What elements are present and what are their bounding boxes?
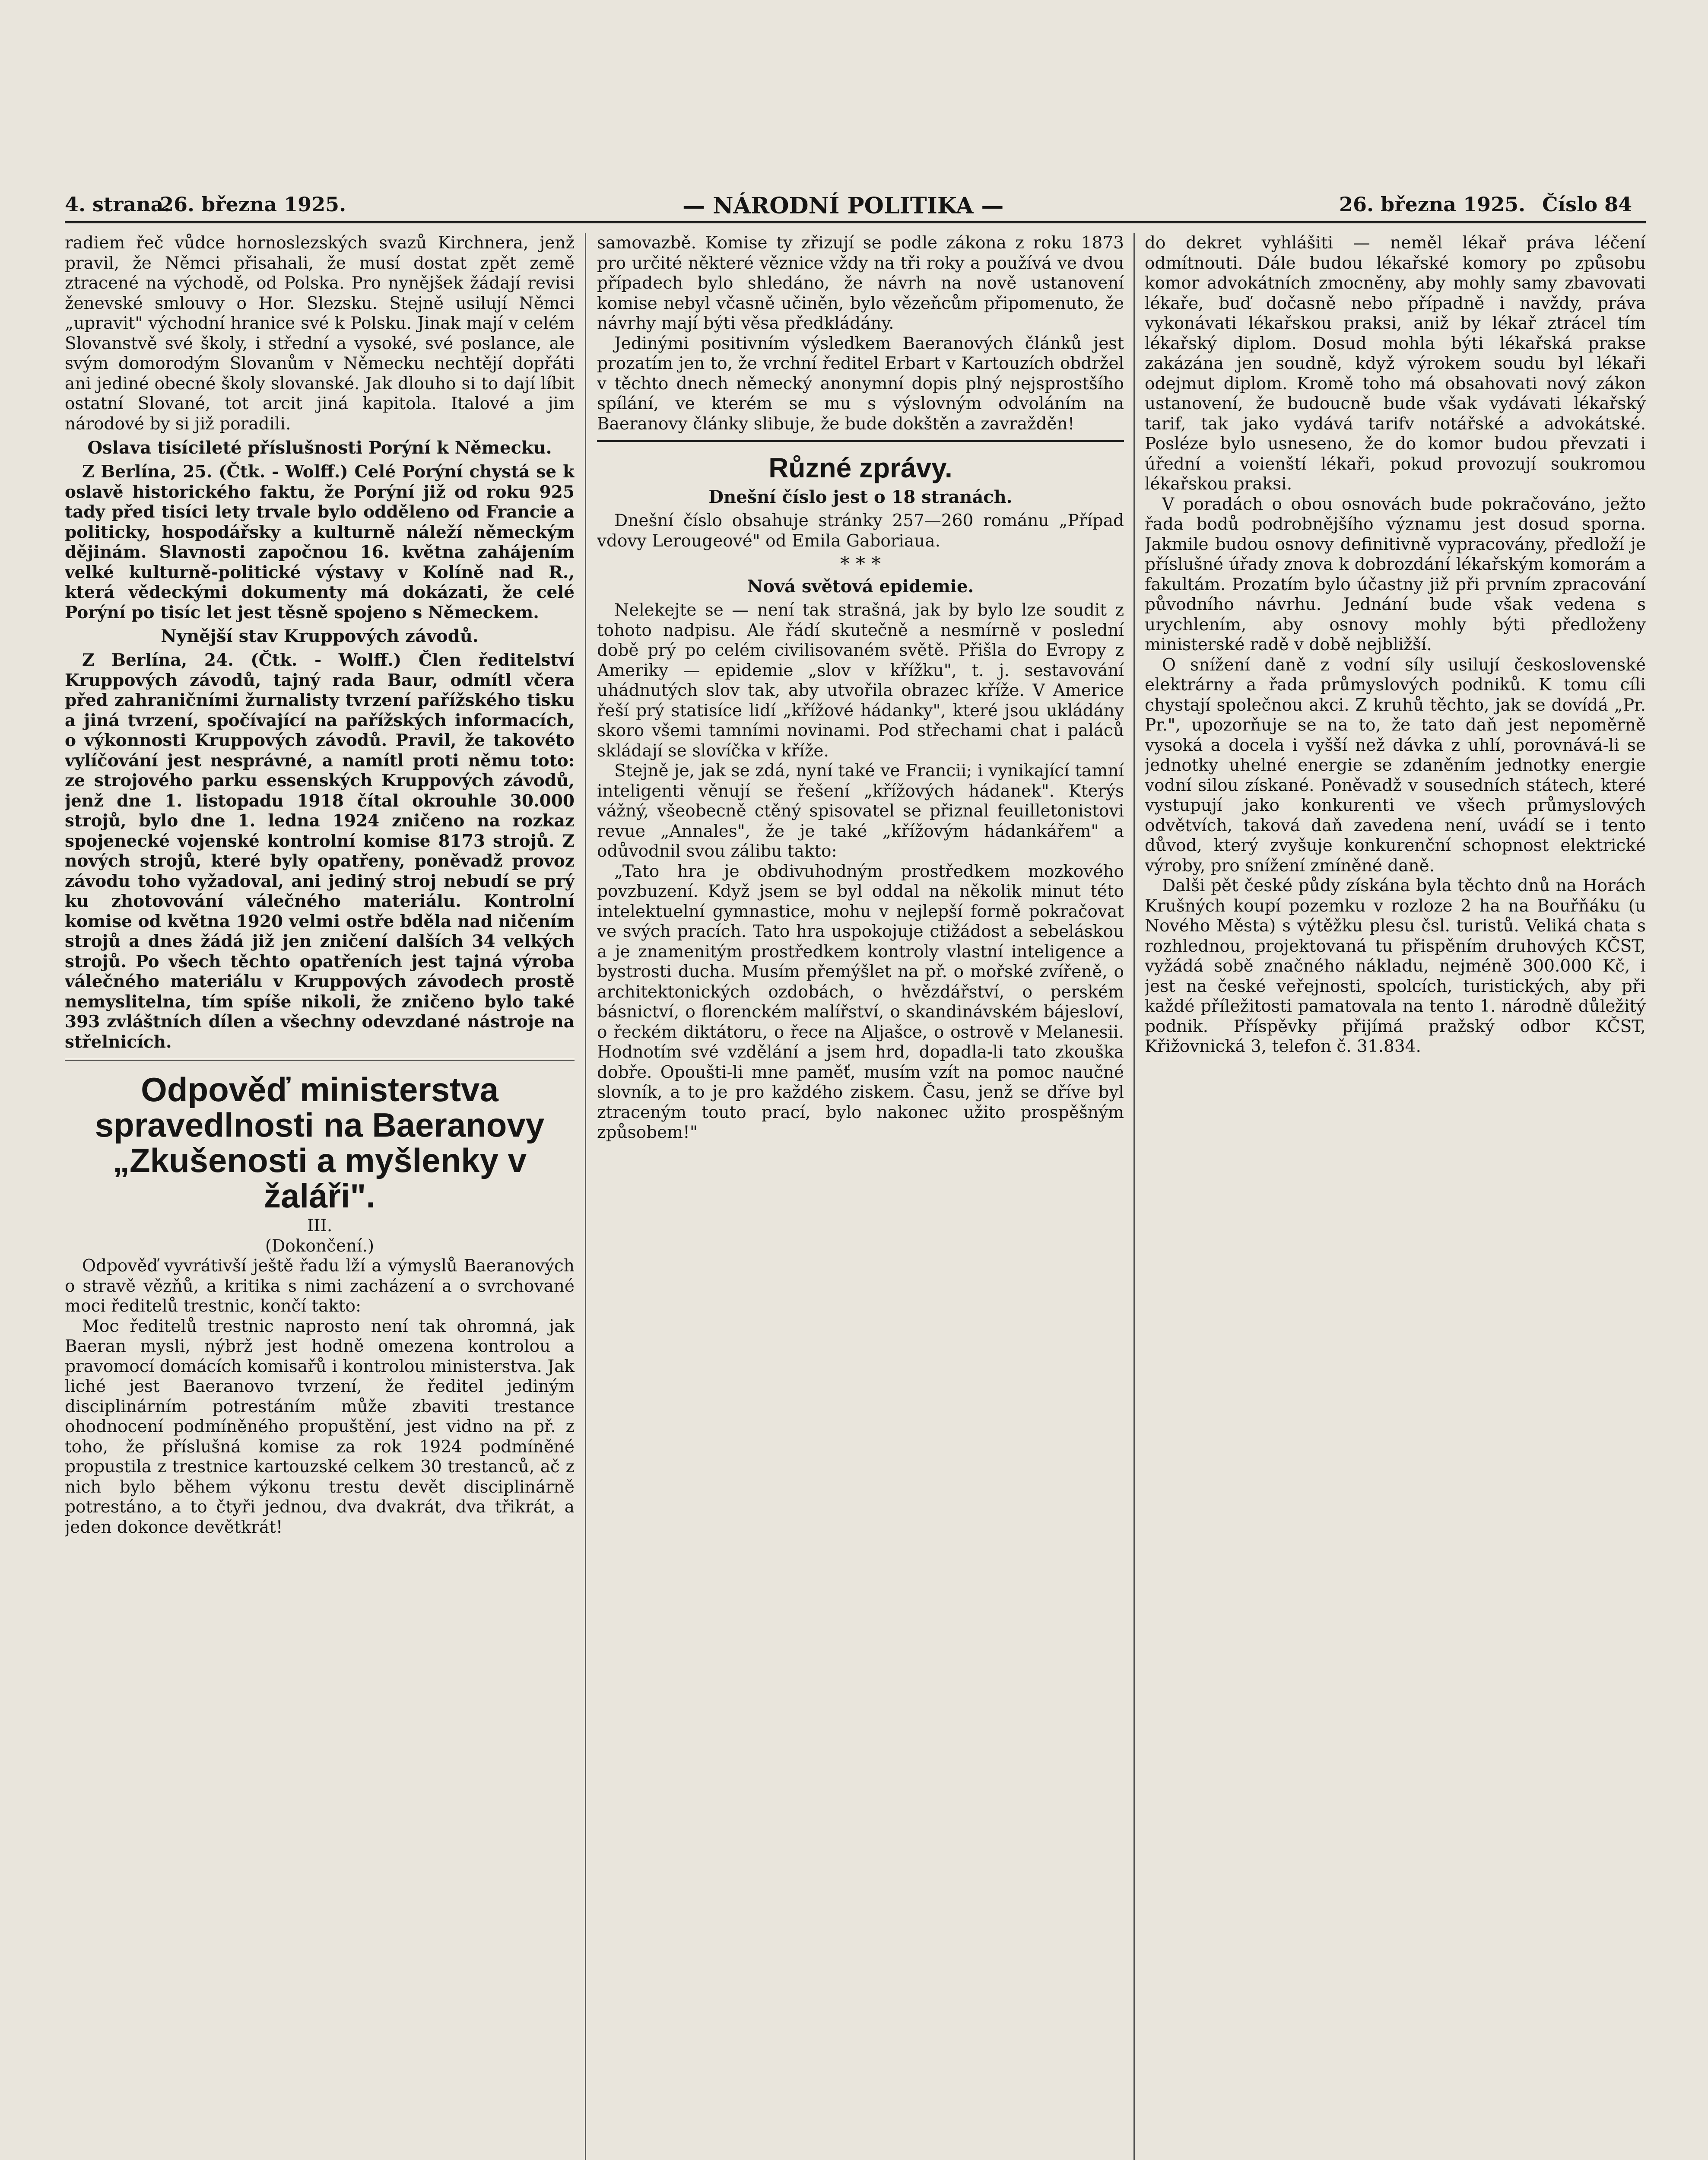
column-1 [65, 233, 575, 2160]
issue-number: Číslo 84 [1542, 193, 1632, 216]
continuation-note: (Dokončení.) [265, 1236, 375, 1256]
column-3 [1145, 233, 1646, 2160]
section-divider [65, 1059, 575, 1061]
article-text: Z Berlína, 25. (Čtk. - Wolff.) Celé Porýní chystá se k oslavě historického faktu, že Porýní již od roku 925 tady před tisíci lety trvale bylo odděleno od Francie a politicky, hospodářsky a kulturně náleží německým dějinám. Slavnosti započnou 16. května zahájením velké kulturně-politické výstavy v Kolíně nad R., která vědeckými dokumenty má dokázati, že celé Porýní po tisíc let jest těsně spojeno s Německem. [65, 462, 575, 623]
article-text: Jedinými positivním výsledkem Baeranových článků jest prozatím jen to, že vrchní ředitel Erbart v Kartouzích obdržel v těchto dnech německý anonymní dopis plný nejsprostšího spílání, ve kterém se mu s výslovným odvoláním na Baeranovy články slibuje, že bude dokštěn a zavražděn! [597, 334, 1124, 434]
article-text: Dnešní číslo obsahuje stránky 257—260 románu „Případ vdovy Lerougeové" od Emila Gaboriaua. [597, 511, 1124, 551]
headline: Oslava tisícileté příslušnosti Porýní k Německu. [87, 438, 552, 458]
article-text: Dalši pět české půdy získána byla těchto dnů na Horách Krušných koupí pozemku v rozloze 2 ha na Bouřňáku (u Nového Města) s výtěžku plesu čsl. turistů. Veliká chata s rozhlednou, projektovaná tu přispěním druhových KČST, vyžádá sobě značného nákladu, nejméně 300.000 Kč, i jest na české veřejnosti, spolcích, turistických, aby při každé příležitosti pamatovala na tento 1. národně důležitý podnik. Příspěvky přijímá pražský odbor KČST, Křižovnická 3, telefon č. 31.834. [1145, 876, 1646, 1056]
section-divider [597, 440, 1124, 442]
headline: Nynější stav Kruppových závodů. [161, 626, 479, 646]
article-text: „Tato hra je obdivuhodným prostředkem mozkového povzbuzení. Když jsem se byl oddal na několik minut této intelektuelní gymnastice, mohu v nejlepší formě pokračovat ve svých pracích. Tato hra uspokojuje ctižádost a sebeláskou a je znamenitým prostředkem kontroly vlastní inteligence a bystrosti ducha. Musím přemýšlet na př. o mořské zvířeně, o architektonických ozdobách, o hvězdářství, o perském básnictví, o florenckém malířství, o skandinávském bájesloví, o řeckém diktátoru, o řece na Aljašce, o ostrově v Melanesii. Hodnotím své vzdělání a jsem hrd, dopadla-li tato zkouška dobře. Opoušti-li mne paměť, musím vzít na pomoc naučné slovník, a to je pro každého ziskem. Času, jenž se dříve byl ztraceným touto prací, bylo nakonec užito prospěšným způsobem!" [597, 861, 1124, 1142]
article-text: Z Berlína, 24. (Čtk. - Wolff.) Člen ředitelství Kruppových závodů, tajný rada Baur, odmítl včera před zahraničními žurnalisty tvrzení pařížského tisku a jiná tvrzení, spočívající na pařížských informacích, o výkonnosti Kruppových závodů. Pravil, že takovéto vylíčování jest nesprávné, a namítl proti němu toto: ze strojového parku essenských Kruppových závodů, jenž dne 1. listopadu 1918 čítal okrouhle 30.000 strojů, bylo dne 1. ledna 1924 zničeno na rozkaz spojenecké vojenské kontrolní komise 8173 strojů. Z nových strojů, které byly opatřeny, poněvadž provoz závodu toho vyžadoval, ani jediný stroj nebudí se prý ku zhotovování válečného materiálu. Kontrolní komise od května 1920 velmi ostře bděla nad ničením strojů a dnes žádá již jen zničení dalších 34 velkých strojů. Po všech těchto opatřeních jest tajná výroba válečného materiálu v Kruppových závodech prostě nemyslitelna, tím spíše nikoli, že zničeno bylo také 393 zvláštních dílen a všechny odevzdané nástroje na střelnicích. [65, 650, 575, 1052]
article-text: Stejně je, jak se zdá, nyní také ve Francii; i vynikající tamní inteligenti věnují se řešení „křížových hádanek". Kterýs vážný, všeobecně ctěný spisovatel se přiznal feuilletonistovi revue „Annales", že je také „křížovým hádankářem" a odůvodnil svou zálibu takto: [597, 761, 1124, 861]
page-header [65, 190, 1646, 223]
part-number: III. [307, 1216, 333, 1236]
article-text: Odpověď vyvrátivší ještě řadu lží a výmyslů Baeranových o stravě vězňů, a kritika s nimi zacházení a o svrchované moci ředitelů trestnic, končí takto: [65, 1256, 575, 1316]
article-text: V poradách o obou osnovách bude pokračováno, ježto řada bodů podrobnějšího významu jest dosud sporna. Jakmile budou osnovy definitivně vypracovány, předloží je příslušné úřady znova k dobrozdání lékařským komorám a fakultám. Prozatím bylo účastny již při prvním zpracování původního návrhu. Jednání bude však vedena s urychlením, aby osnovy mohly býti předloženy ministerské radě v době nejbližší. [1145, 494, 1646, 654]
column-2 [597, 233, 1124, 2160]
article-text: O snížení daně z vodní síly usilují československé elektrárny a řada průmyslových podniků. K tomu cíli chystají společnou akci. Z kruhů těchto, jak se dovídá „Pr. Pr.", upozorňuje se na to, že tato daň jest nepoměrně vysoká a docela i vyšší než dávka z uhlí, porovnává-li se jednotky uhelné energie se zdaněním jednotky energie vodní silou získané. Poněvadž v sousedních státech, které vystupují jako konkurenti ve všech průmyslových odvětvích, taková daň zavedena není, uvádí se i tento důvod, který zvyšuje konkurenční schopnost elektrické výroby, pro snížení zmíněné daně. [1145, 655, 1646, 876]
article-text: samovazbě. Komise ty zřizují se podle zákona z roku 1873 pro určité některé věznice vždy na tři roky a používá ve dvou případech bylo shledáno, že návrh na nově ustanovení komise nebyl včasně učiněn, bylo vězeňcům připomenuto, že návrhy mají býti věsa předkládány. [597, 233, 1124, 333]
header-date-right: 26. března 1925. [1339, 193, 1526, 216]
article-text: radiem řeč vůdce hornoslezských svazů Kirchnera, jenž pravil, že Němci přisahali, že musí dostat zpět země ztracené na východě, od Polska. Pro nynějšek žádají revisi ženevské smlouvy o Hor. Slezsku. Stejně usilují Němci „upravit" východní hranice své k Polsku. Jinak mají v celém Slovanstvě své školy, i střední a vysoké, své poslance, ale svým domorodým Slovanům v Německu nechtějí dopřáti ani jediné obecné školy slovanské. Jak dlouho si to dají líbit ostatní Slované, tot arcit jiná kapitola. Italové a jim národové by si již poradili. [65, 233, 575, 434]
section-title: Různé zprávy. [768, 452, 952, 483]
headline-main: Odpověď ministerstva spravedlnosti na Baeranovy „Zkušenosti a myšlenky v žaláři". [95, 1070, 545, 1215]
column-rule [585, 233, 586, 2160]
column-rule [1133, 233, 1135, 2160]
headline: Dnešní číslo jest o 18 stranách. [708, 487, 1013, 507]
headline: Nová světová epidemie. [747, 576, 974, 597]
article-text: Nelekejte se — není tak strašná, jak by bylo lze soudit z tohoto nadpisu. Ale řádí skutečně a nesmírně v poslední době prý po celém civilisovaném světě. Přišla do Evropy z Ameriky — epidemie „slov v křížku", t. j. sestavování uhádnutých slov tak, aby utvořila obrazec kříže. V Americe řeší prý statisíce lidí „křížové hádanky", které jsou ukládány skoro všemi tamními novinami. Pod střechami chat i paláců skládají se slovíčka v kříže. [597, 600, 1124, 761]
header-date-left: 26. března 1925. [160, 193, 346, 216]
page-number: 4. strana. [65, 193, 171, 216]
masthead-title: — NÁRODNÍ POLITIKA — [683, 193, 1004, 219]
newspaper-page [65, 190, 1646, 2160]
article-text: do dekret vyhlášiti — neměl lékař práva léčení odmítnouti. Dále budou lékařské komory po způsobu komor advokátních zmocněny, aby mohly samy zbavovati lékaře, buď dočasně nebo případně i navždy, práva vykonávati lékařskou praksi, aniž by lékař ztrácel tím lékařský diplom. Dosud mohla býti lékařská prakse zakázána jen soudně, když výrokem soudu byl lékaři odejmut diplom. Kromě toho má obsahovati nový zákon ustanovení, že budoucně bude však vydávati lékařský tarif, tak jako vydává tarifv notářské a advokátské. Posléze bylo usneseno, že do komor budou převzati i úřední a voienští lékaři, pokud provozují soukromou lékařskou praksi. [1145, 233, 1646, 494]
separator-asterisks: * * * [840, 553, 881, 575]
article-text: Moc ředitelů trestnic naprosto není tak ohromná, jak Baeran mysli, nýbrž jest hodně omezena kontrolou a pravomocí domácích komisařů i kontrolou ministerstva. Jak liché jest Baeranovo tvrzení, že ředitel jediným disciplinárním potrestáním může zbaviti trestance ohodnocení podmíněného propuštění, jest vidno na př. z toho, že příslušná komise za rok 1924 podmíněné propustila z trestnice kartouzské celkem 30 trestanců, ač z nich bylo během výkonu trestu devět disciplinárně potrestáno, a to čtyři jednou, dva dvakrát, dva třikrát, a jeden dokonce devětkrát! [65, 1316, 575, 1537]
